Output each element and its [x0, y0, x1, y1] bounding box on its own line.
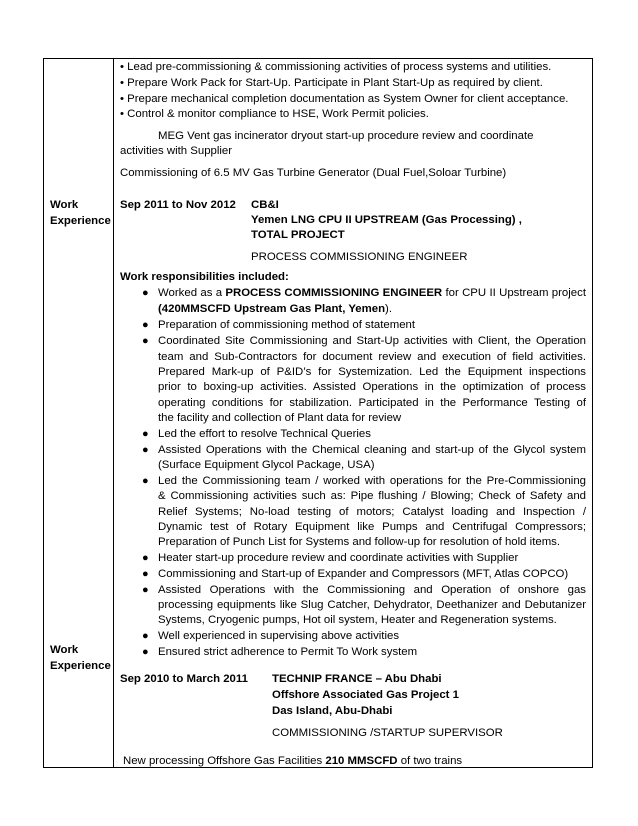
top-bullet-4: • Control & monitor compliance to HSE, Work Permit policies. [120, 108, 429, 120]
bullet-dot: ● [142, 428, 149, 440]
bullet-dot: ● [142, 584, 149, 596]
table-column-divider [113, 58, 114, 768]
resp-bullet-5-line: Assisted Operations with the Chemical cleaning and start-up of the Glycol system [158, 444, 586, 456]
responsibilities-heading: Work responsibilities included: [120, 271, 289, 283]
resp-bullet-6-line: Relief Systems; No-load testing of motors; Catalyst loading and Inspection / [158, 506, 586, 518]
meg-vent-line-1: MEG Vent gas incinerator dryout start-up procedure review and coordinate [158, 130, 534, 142]
bullet-dot: ● [142, 646, 149, 658]
job2-company: TECHNIP FRANCE – Abu Dhabi [272, 673, 442, 685]
resp-bullet-8: Commissioning and Start-up of Expander and Compressors (MFT, Atlas COPCO) [158, 568, 569, 580]
resp-bullet-9-line: Systems, Cryogenic pumps, Hot oil system, Heater and Regeneration systems. [158, 614, 557, 626]
job1-project-line2: TOTAL PROJECT [251, 229, 345, 241]
job2-project: Offshore Associated Gas Project 1 [272, 689, 459, 701]
job2-location: Das Island, Abu-Dhabi [272, 705, 393, 717]
top-bullet-1: • Lead pre-commissioning & commissioning activities of process systems and utilities. [120, 61, 552, 73]
job2-description: New processing Offshore Gas Facilities 210 MMSCFD of two trains [123, 755, 463, 767]
resp-bullet-7: Heater start-up procedure review and coordinate activities with Supplier [158, 552, 519, 564]
job2-role: COMMISSIONING /STARTUP SUPERVISOR [272, 727, 503, 739]
resp-bullet-9-line: Assisted Operations with the Commissioning and Operation of onshore gas [158, 584, 586, 596]
resp-bullet-6-line: Dynamic test of Rotary Equipment like Pumps and Centrifugal Compressors; [158, 521, 586, 533]
resp-bullet-3-line: team and Sub-Contractors for document review and execution of field activities. [158, 351, 586, 363]
bullet-dot: ● [142, 552, 149, 564]
side-label-work: Work [50, 199, 79, 211]
job1-project: Yemen LNG CPU II UPSTREAM (Gas Processing) , [251, 214, 522, 226]
side-label-work: Work [50, 644, 79, 656]
bullet-dot: ● [142, 319, 149, 331]
side-label-experience: Experience [50, 660, 111, 672]
job1-company: CB&I [251, 199, 279, 211]
bullet-dot: ● [142, 568, 149, 580]
resp-bullet-3-line: Prepared Mark-up of P&ID’s for Systemization. Led the Equipment inspections [158, 366, 586, 378]
side-label-experience: Experience [50, 215, 111, 227]
resp-bullet-6-line: Preparation of Punch List for Systems and follow-up for resolution of hold items. [158, 536, 561, 548]
top-bullet-2: • Prepare Work Pack for Start-Up. Participate in Plant Start-Up as required by client. [120, 77, 543, 89]
resp-bullet-6-line: Led the Commissioning team / worked with operations for the Pre-Commissioning [158, 475, 586, 487]
resp-bullet-3-line: Coordinated Site Commissioning and Start-Up activities with Client, the Operation [158, 335, 586, 347]
resp-bullet-3-line: operating conditions for stabilization. Participated in the Performance Testing of [158, 397, 586, 409]
bullet-dot: ● [142, 444, 149, 456]
gas-turbine-line: Commissioning of 6.5 MV Gas Turbine Generator (Dual Fuel,Soloar Turbine) [120, 167, 507, 179]
resp-bullet-4: Led the effort to resolve Technical Queries [158, 428, 371, 440]
meg-vent-line-2: activities with Supplier [120, 145, 233, 157]
resp-bullet-11: Ensured strict adherence to Permit To Work system [158, 646, 418, 658]
bullet-dot: ● [142, 287, 149, 299]
job1-role: PROCESS COMMISSIONING ENGINEER [251, 251, 468, 263]
bullet-dot: ● [142, 335, 149, 347]
bullet-dot: ● [142, 630, 149, 642]
resp-bullet-9-line: processing equipments like Slug Catcher, Dehydrator, Deethanizer and Debutanizer [158, 599, 586, 611]
resp-bullet-1-line-2: (420MMSCFD Upstream Gas Plant, Yemen). [158, 303, 393, 315]
job1-dates: Sep 2011 to Nov 2012 [120, 199, 236, 211]
resp-bullet-3-line: the facility and collection of Plant data for review [158, 412, 402, 424]
job2-dates: Sep 2010 to March 2011 [120, 673, 248, 685]
top-bullet-3: • Prepare mechanical completion documentation as System Owner for client acceptance. [120, 93, 569, 105]
resp-bullet-5-line: (Surface Equipment Glycol Package, USA) [158, 459, 375, 471]
resp-bullet-6-line: & Commissioning activities such as: Pipe flushing / Blowing; Check of Safety and [158, 490, 586, 502]
resp-bullet-2: Preparation of commissioning method of statement [158, 319, 416, 331]
resp-bullet-1-line-1: Worked as a PROCESS COMMISSIONING ENGINEER for CPU II Upstream project [158, 287, 586, 299]
resp-bullet-3-line: prior to boxing-up activities. Assisted Operations in the optimization of process [158, 381, 586, 393]
resp-bullet-10: Well experienced in supervising above activities [158, 630, 400, 642]
bullet-dot: ● [142, 475, 149, 487]
